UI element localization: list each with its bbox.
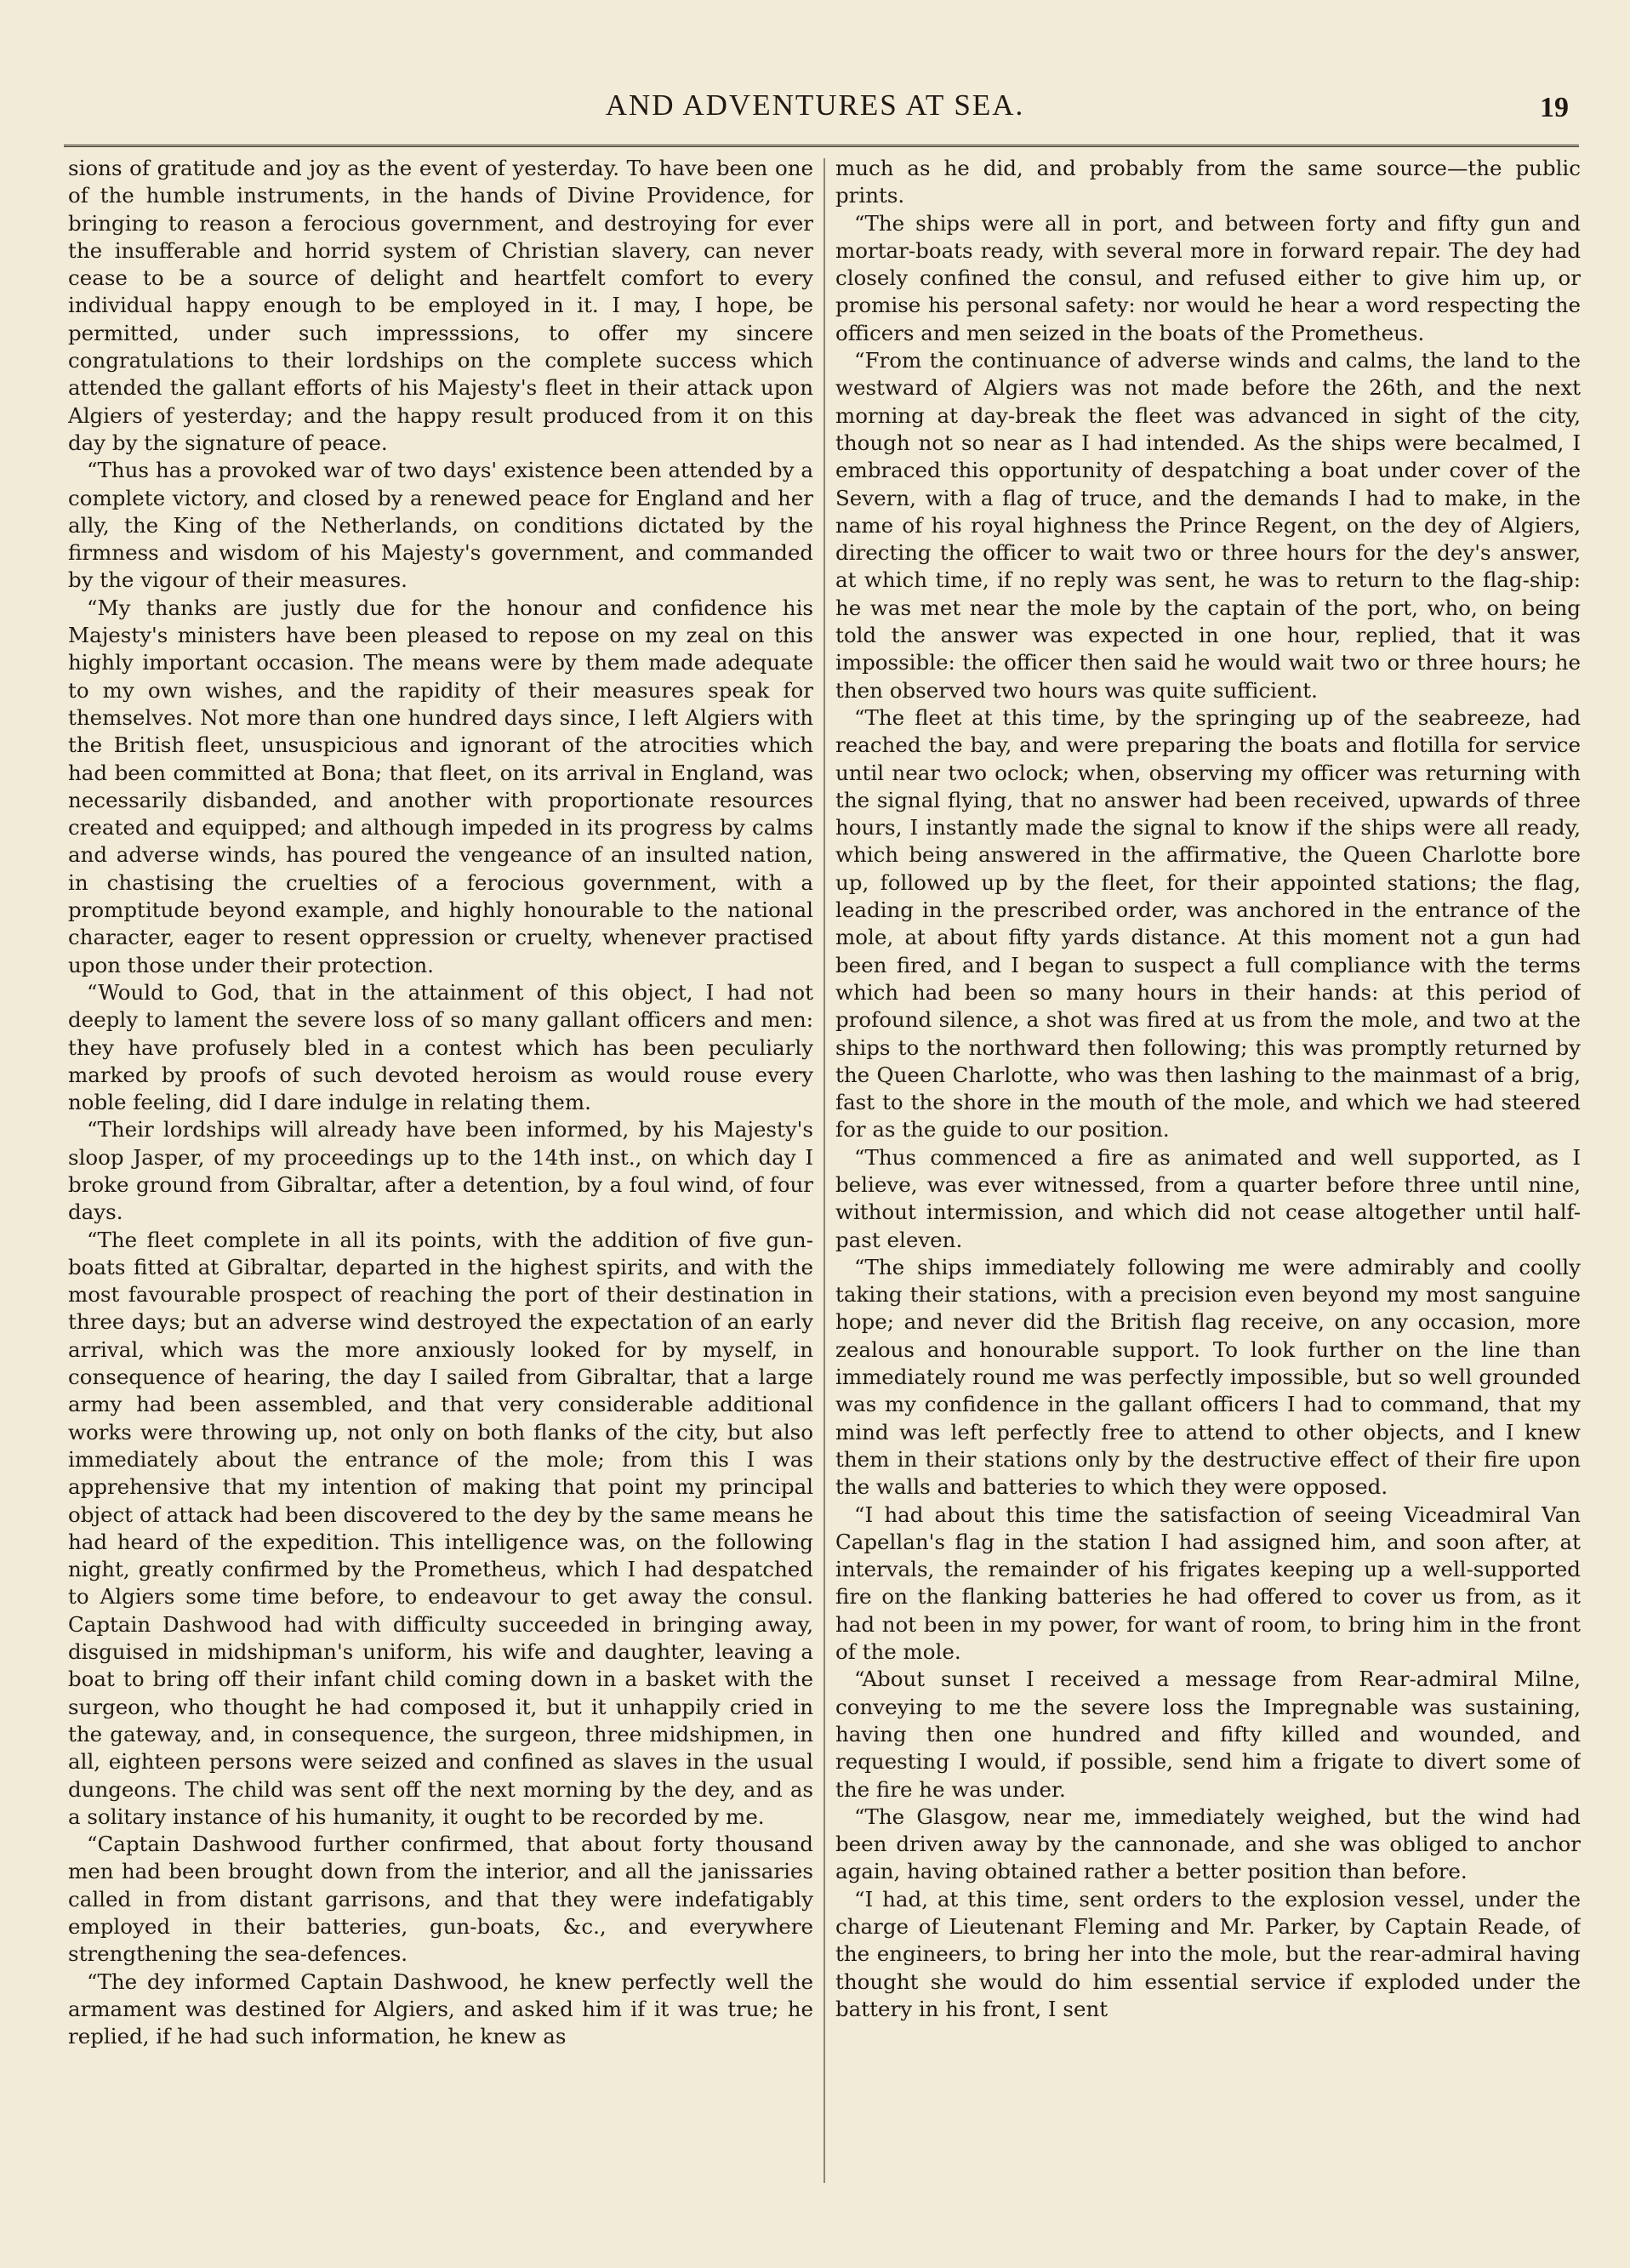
paragraph: “The Glasgow, near me, immediately weighed, but the wind had been driven away by the cannonade, and she was obliged to anchor again, having obtained rather a better position than before.	[835, 1804, 1581, 1884]
paragraph: much as he did, and probably from the same source—the public prints.	[835, 156, 1581, 208]
paragraph: “I had, at this time, sent orders to the explosion vessel, under the charge of Lieutenant Fleming and Mr. Parker, by Captain Reade, of the engineers, to bring her into the mole, but the rear-admiral having thought she would do him essential service if exploded under the battery in his front, I sent	[835, 1886, 1581, 2021]
paragraph: “Their lordships will already have been informed, by his Majesty's sloop Jasper, of my proceedings up to the 14th inst., on which day I broke ground from Gibraltar, after a detention, by a foul wind, of four days.	[68, 1117, 813, 1225]
paragraph: “My thanks are justly due for the honour and confidence his Majesty's ministers have been pleased to repose on my zeal on this highly important occasion. The means were by them made adequate to my own wishes, and the rapidity of their measures speak for themselves. Not more than one hundred days since, I left Algiers with the British fleet, unsuspicious and ignorant of the atrocities which had been committed at Bona; that fleet, on its arrival in England, was necessarily disbanded, and another with proportionate resources created and equipped; and although impeded in its progress by calms and adverse winds, has poured the vengeance of an insulted nation, in chastising the cruelties of a ferocious government, with a promptitude beyond example, and highly honourable to the national character, eager to resent oppression or cruelty, whenever practised upon those under their protection.	[68, 595, 813, 977]
paragraph: “Thus has a provoked war of two days' existence been attended by a complete victory, and closed by a renewed peace for England and her ally, the King of the Netherlands, on conditions dictated by the firmness and wisdom of his Majesty's government, and commanded by the vigour of their measures.	[68, 458, 813, 593]
right-column	[825, 155, 1581, 2234]
paragraph: “I had about this time the satisfaction of seeing Viceadmiral Van Capellan's flag in the station I had assigned him, and soon after, at intervals, the remainder of his frigates keeping up a well-supported fire on the flanking batteries he had offered to cover us from, as it had not been in my power, for want of room, to bring him in the front of the mole.	[835, 1502, 1581, 1665]
paragraph: “From the continuance of adverse winds and calms, the land to the westward of Algiers was not made before the 26th, and the next morning at day-break the fleet was advanced in sight of the city, though not so near as I had intended. As the ships were becalmed, I embraced this opportunity of despatching a boat under cover of the Severn, with a flag of truce, and the demands I had to make, in the name of his royal highness the Prince Regent, on the dey of Algiers, directing the officer to wait two or three hours for the dey's answer, at which time, if no reply was sent, he was to return to the flag-ship: he was met near the mole by the captain of the port, who, on being told the answer was expected in one hour, replied, that it was impossible: the officer then said he would wait two or three hours; he then observed two hours was quite sufficient.	[835, 348, 1581, 703]
page-number: 19	[1540, 92, 1569, 123]
paragraph: “The ships were all in port, and between forty and fifty gun and mortar-boats ready, with several more in forward repair. The dey had closely confined the consul, and refused either to give him up, or promise his personal safety: nor would he hear a word respecting the officers and men seized in the boats of the Prometheus.	[835, 210, 1581, 345]
paragraph: sions of gratitude and joy as the event of yesterday. To have been one of the humble instruments, in the hands of Divine Providence, for bringing to reason a ferocious government, and destroying for ever the insufferable and horrid system of Christian slavery, can never cease to be a source of delight and heartfelt comfort to every individual happy enough to be employed in it. I may, I hope, be permitted, under such impresssions, to offer my sincere congratulations to their lordships on the complete success which attended the gallant efforts of his Majesty's fleet in their attack upon Algiers of yesterday; and the happy result produced from it on this day by the signature of peace.	[68, 156, 813, 455]
paragraph: “About sunset I received a message from Rear-admiral Milne, conveying to me the severe loss the Impregnable was sustaining, having then one hundred and fifty killed and wounded, and requesting I would, if possible, send him a frigate to divert some of the fire he was under.	[835, 1667, 1581, 1802]
paragraph: “The dey informed Captain Dashwood, he knew perfectly well the armament was destined for Algiers, and asked him if it was true; he replied, if he had such information, he knew as	[68, 1969, 813, 2049]
header-rule	[64, 145, 1579, 147]
paragraph: “Thus commenced a fire as animated and well supported, as I believe, was ever witnessed, from a quarter before three until nine, without intermission, and which did not cease altogether until half-past eleven.	[835, 1144, 1581, 1252]
text-columns	[68, 155, 1581, 2234]
paragraph: “Captain Dashwood further confirmed, that about forty thousand men had been brought down from the interior, and all the janissaries called in from distant garrisons, and that they were indefatigably employed in their batteries, gun-boats, &c., and everywhere strengthening the sea-defences.	[68, 1832, 813, 1967]
paragraph: “The fleet complete in all its points, with the addition of five gun-boats fitted at Gibraltar, departed in the highest spirits, and with the most favourable prospect of reaching the port of their destination in three days; but an adverse wind destroyed the expectation of an early arrival, which was the more anxiously looked for by myself, in consequence of hearing, the day I sailed from Gibraltar, that a large army had been assembled, and that very considerable additional works were throwing up, not only on both flanks of the city, but also immediately about the entrance of the mole; from this I was apprehensive that my intention of making that point my principal object of attack had been discovered to the dey by the same means he had heard of the expedition. This intelligence was, on the following night, greatly confirmed by the Prometheus, which I had despatched to Algiers some time before, to endeavour to get away the consul. Captain Dashwood had with difficulty succeeded in bringing away, disguised in midshipman's uniform, his wife and daughter, leaving a boat to bring off their infant child coming down in a basket with the surgeon, who thought he had composed it, but it unhappily cried in the gateway, and, in consequence, the surgeon, three midshipmen, in all, eighteen persons were seized and confined as slaves in the usual dungeons. The child was sent off the next morning by the dey, and as a solitary instance of his humanity, it ought to be recorded by me.	[68, 1227, 813, 1829]
left-column	[68, 155, 824, 2234]
page-header	[51, 83, 1579, 134]
paragraph: “Would to God, that in the attainment of this object, I had not deeply to lament the severe loss of so many gallant officers and men: they have profusely bled in a contest which has been peculiarly marked by proofs of such devoted heroism as would rouse every noble feeling, did I dare indulge in relating them.	[68, 979, 813, 1115]
paragraph: “The fleet at this time, by the springing up of the seabreeze, had reached the bay, and were preparing the boats and flotilla for service until near two oclock; when, observing my officer was returning with the signal flying, that no answer had been received, upwards of three hours, I instantly made the signal to know if the ships were all ready, which being answered in the affirmative, the Queen Charlotte bore up, followed up by the fleet, for their appointed stations; the flag, leading in the prescribed order, was anchored in the entrance of the mole, at about fifty yards distance. At this moment not a gun had been fired, and I began to suspect a full compliance with the terms which had been so many hours in their hands: at this period of profound silence, a shot was fired at us from the mole, and two at the ships to the northward then following; this was promptly returned by the Queen Charlotte, who was then lashing to the mainmast of a brig, fast to the shore in the mouth of the mole, and which we had steered for as the guide to our position.	[835, 704, 1581, 1143]
running-head: AND ADVENTURES AT SEA.	[605, 88, 1025, 122]
paragraph: “The ships immediately following me were admirably and coolly taking their stations, with a precision even beyond my most sanguine hope; and never did the British flag receive, on any occasion, more zealous and honourable support. To look further on the line than immediately round me was perfectly impossible, but so well grounded was my confidence in the gallant officers I had to command, that my mind was left perfectly free to attend to other objects, and I knew them in their stations only by the destructive effect of their fire upon the walls and batteries to which they were opposed.	[835, 1254, 1581, 1500]
column-divider	[824, 158, 825, 2183]
